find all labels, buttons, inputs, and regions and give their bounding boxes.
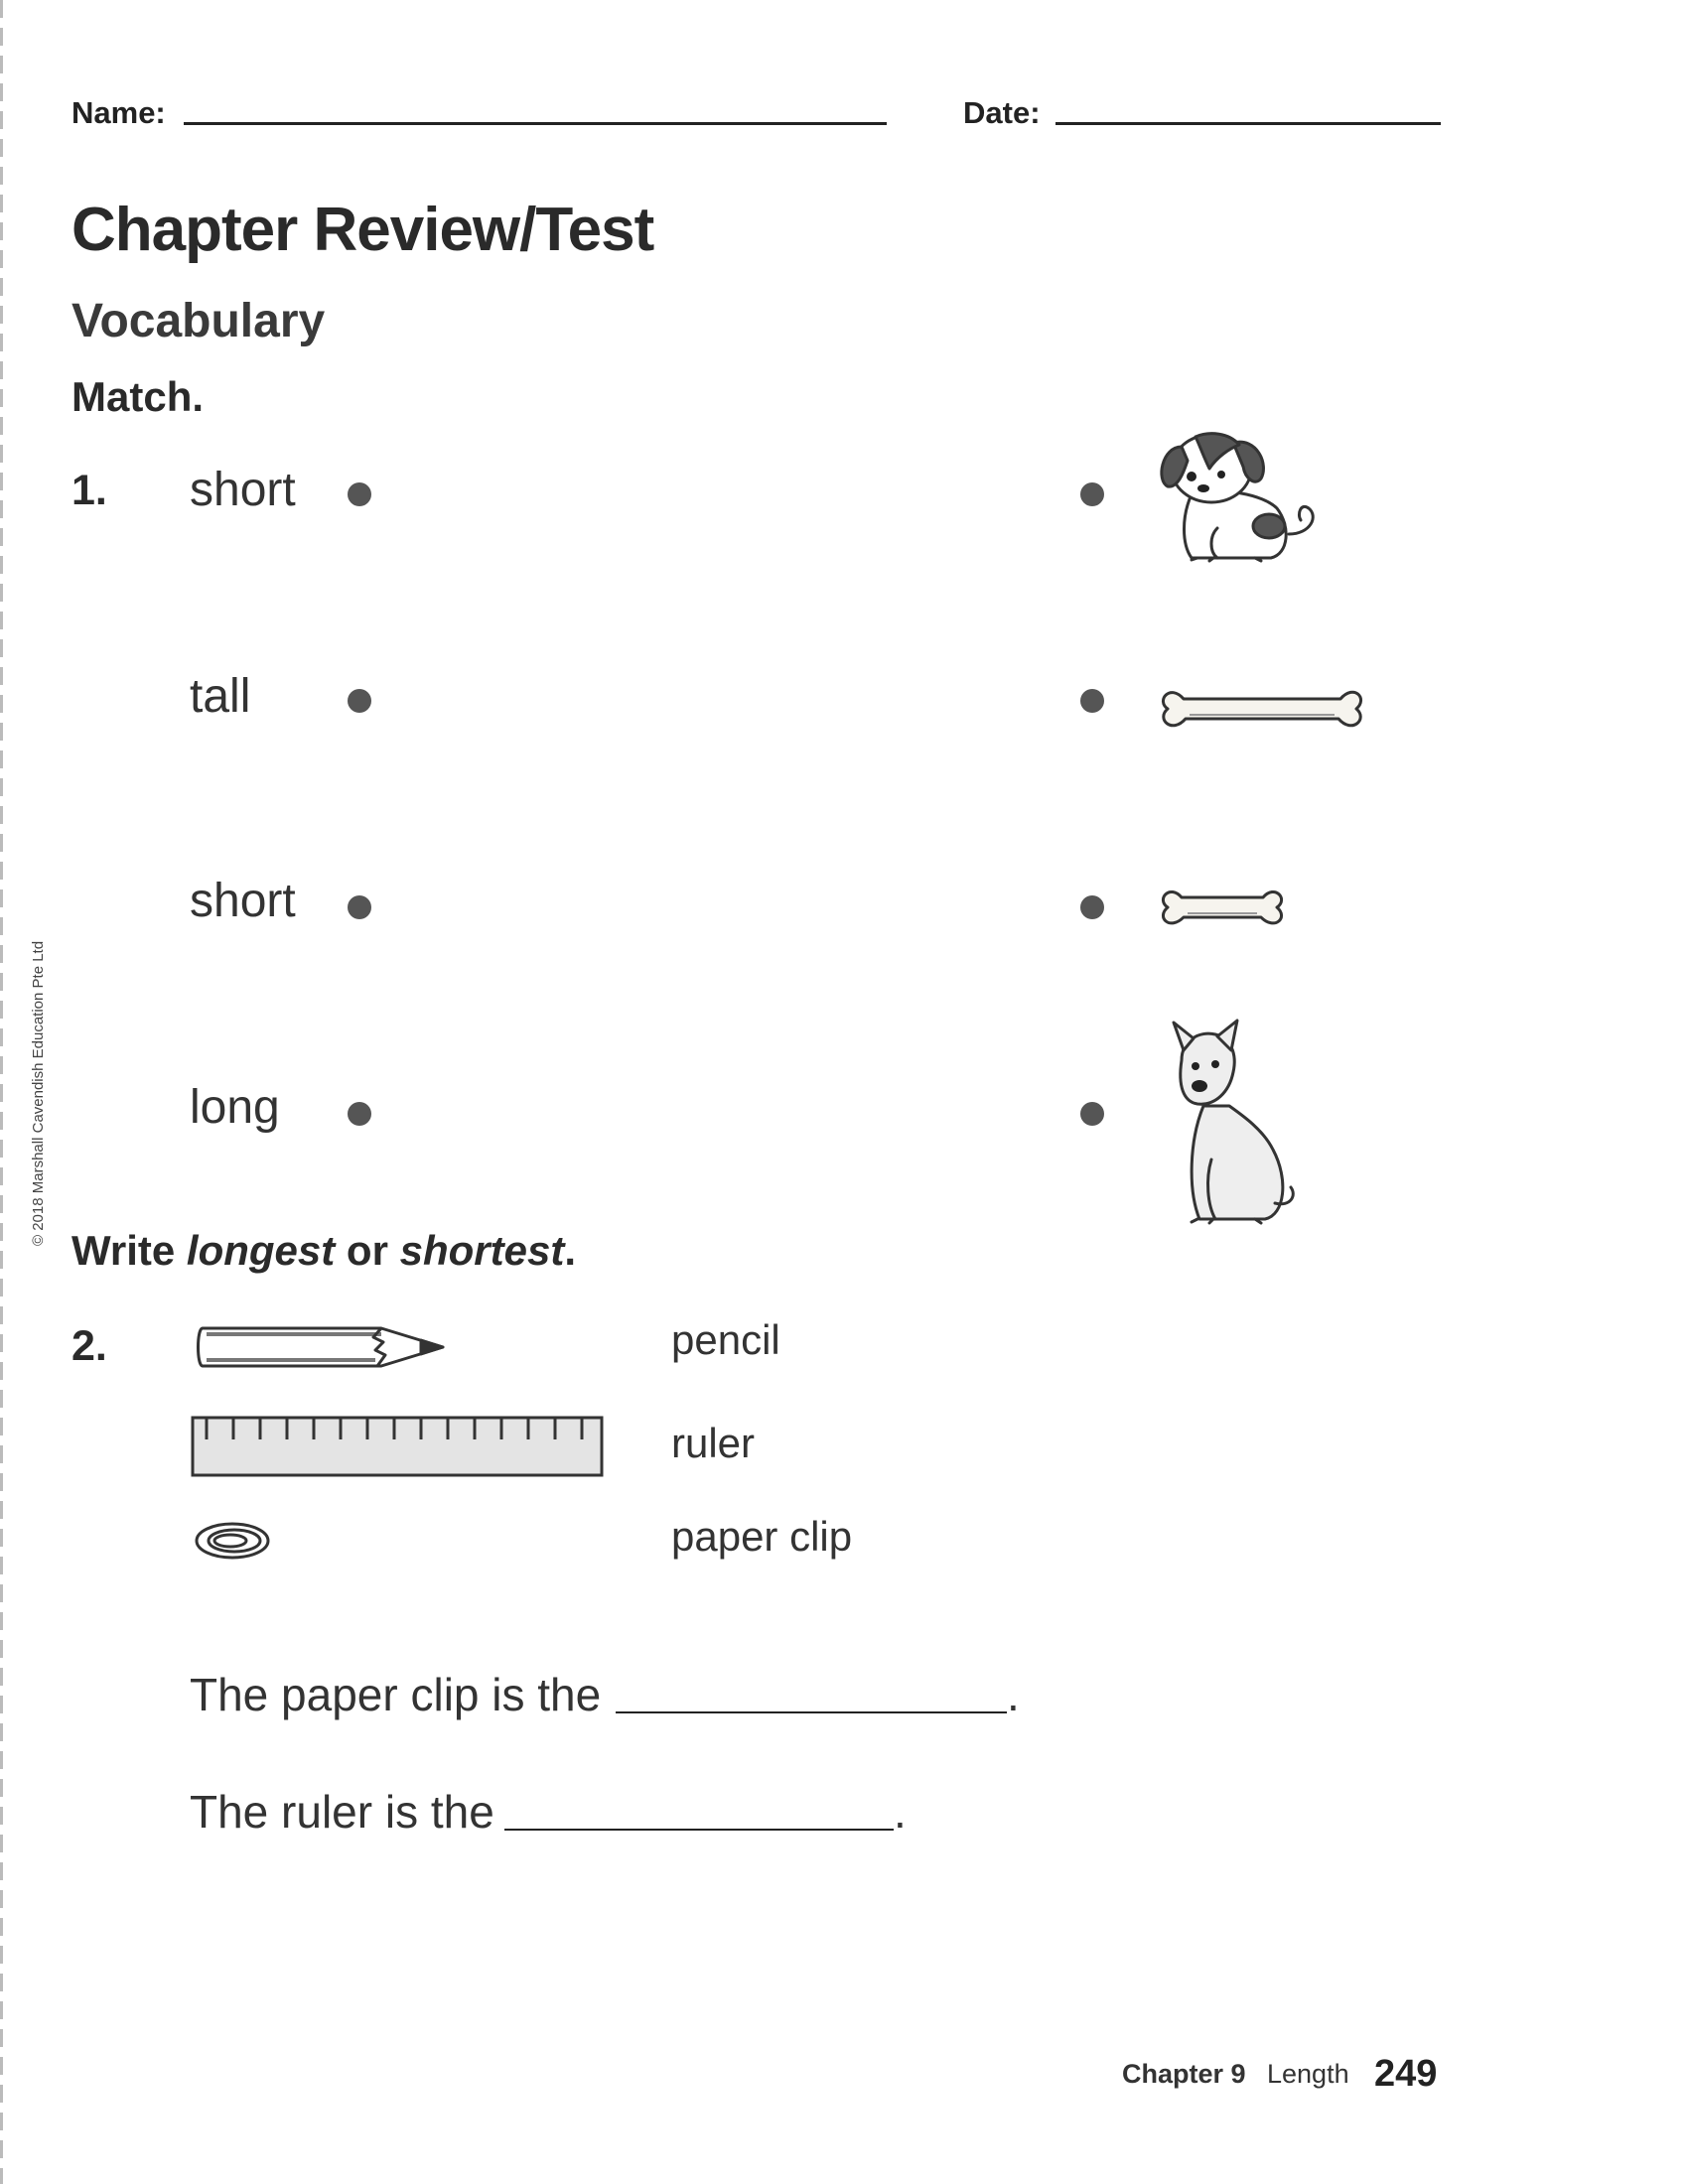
- match-dot-left-1[interactable]: [348, 482, 371, 506]
- match-dot-left-3[interactable]: [348, 895, 371, 919]
- item-label-ruler: ruler: [671, 1420, 756, 1466]
- binding-edge: [0, 0, 3, 2184]
- name-label: Name:: [71, 95, 166, 130]
- question-1-number: 1.: [71, 467, 107, 514]
- sentence-2-period: .: [894, 1786, 907, 1838]
- write-instruction-word-longest: longest: [186, 1227, 336, 1274]
- copyright-notice: © 2018 Marshall Cavendish Education Pte Ltd: [30, 940, 47, 1246]
- name-field[interactable]: [184, 122, 887, 125]
- page-number: 249: [1374, 2053, 1438, 2095]
- item-label-paper-clip: paper clip: [671, 1513, 853, 1560]
- date-label: Date:: [963, 95, 1041, 130]
- paper-clip-icon: [195, 1521, 272, 1561]
- match-word-3: short: [190, 875, 296, 927]
- write-instruction-suffix: .: [564, 1227, 576, 1274]
- item-label-pencil: pencil: [671, 1316, 780, 1363]
- sentence-ruler: [190, 1785, 494, 1839]
- pencil-icon: [197, 1322, 443, 1372]
- match-word-1: short: [190, 464, 296, 516]
- small-dog-icon: [1152, 417, 1321, 566]
- write-instruction: [71, 1227, 576, 1275]
- footer-chapter: Chapter 9: [1122, 2059, 1246, 2089]
- sentence-1-text: The paper clip is the: [190, 1669, 602, 1720]
- page-title: Chapter Review/Test: [71, 196, 654, 264]
- question-2-number: 2.: [71, 1322, 107, 1370]
- match-dot-left-4[interactable]: [348, 1102, 371, 1126]
- tall-dog-icon: [1160, 1021, 1309, 1229]
- match-dot-right-1[interactable]: [1080, 482, 1104, 506]
- sentence-1-period: .: [1007, 1669, 1020, 1720]
- match-dot-left-2[interactable]: [348, 689, 371, 713]
- sentence-2-text: The ruler is the: [190, 1786, 494, 1838]
- write-instruction-prefix: Write: [71, 1227, 187, 1274]
- long-bone-icon: [1160, 681, 1364, 737]
- write-instruction-middle: or: [335, 1227, 400, 1274]
- match-dot-right-4[interactable]: [1080, 1102, 1104, 1126]
- answer-blank-2[interactable]: [504, 1829, 894, 1831]
- date-field[interactable]: [1055, 122, 1441, 125]
- sentence-paper-clip: [190, 1668, 601, 1721]
- match-instruction: Match.: [71, 373, 205, 420]
- answer-blank-1[interactable]: [616, 1711, 1007, 1713]
- match-dot-right-3[interactable]: [1080, 895, 1104, 919]
- section-heading: Vocabulary: [71, 295, 326, 347]
- short-bone-icon: [1160, 882, 1285, 933]
- match-word-4: long: [190, 1081, 280, 1134]
- ruler-icon: [191, 1416, 604, 1477]
- write-instruction-word-shortest: shortest: [399, 1227, 565, 1274]
- match-word-2: tall: [190, 670, 251, 723]
- match-dot-right-2[interactable]: [1080, 689, 1104, 713]
- footer-topic: Length: [1267, 2059, 1349, 2089]
